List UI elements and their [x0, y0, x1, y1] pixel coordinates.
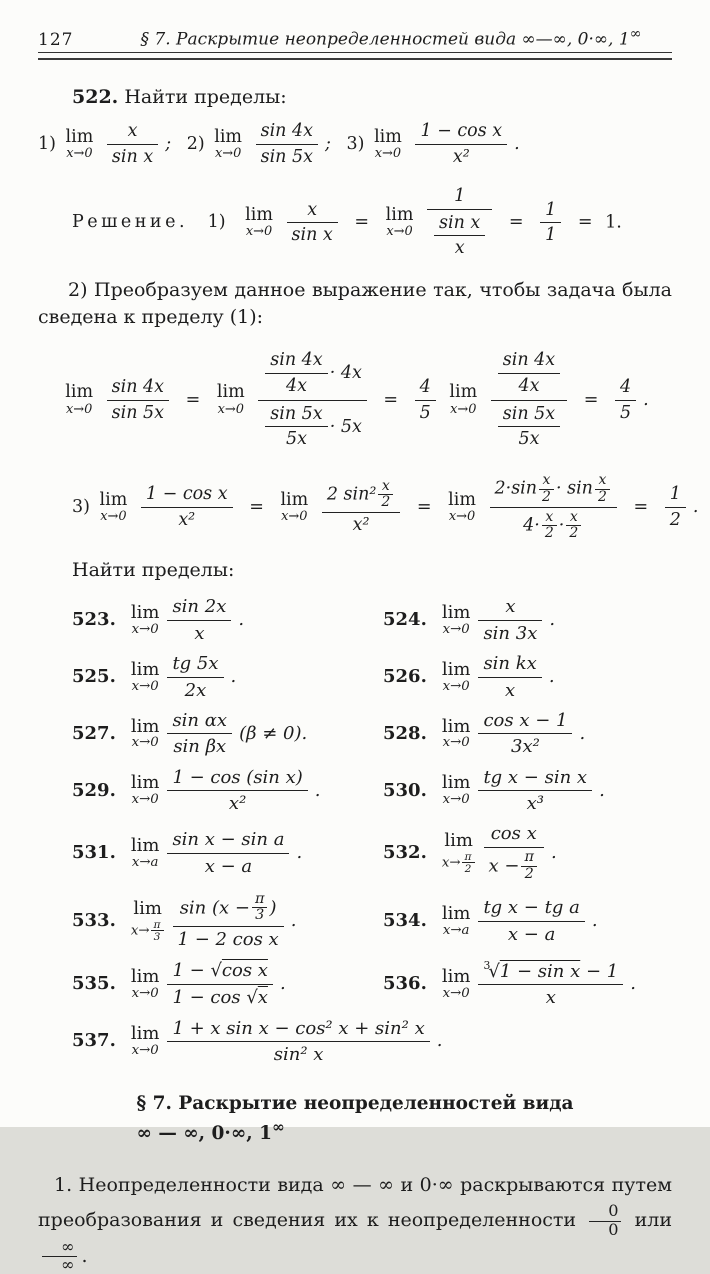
equals-sign: =	[249, 496, 264, 517]
close-paren: )	[269, 896, 277, 918]
mini-fraction: $\frac{\pi}{2}$	[521, 850, 536, 883]
limit-operator: lim x→ $\frac{\pi}{2}$	[441, 829, 473, 876]
problem-number: 537.	[72, 1030, 116, 1052]
equation-2	[38, 348, 672, 452]
problem-534	[355, 896, 672, 946]
section-title-sup: ∞	[272, 1118, 285, 1137]
paragraph-text-or: или	[634, 1208, 672, 1231]
mini-fraction: $\frac{\pi}{3}$	[151, 919, 164, 943]
problem-537	[38, 1017, 672, 1067]
item-2-label: 2)	[186, 134, 205, 154]
punctuation: .	[549, 609, 556, 631]
problems-row	[38, 766, 672, 816]
problem-number: 530.	[383, 779, 427, 801]
inner-fraction: $\frac{\sin 5x}{5x}$	[265, 403, 327, 452]
paragraph-text: 1. Неопределенности вида ∞ — ∞ и 0·∞ раскрываются путем преобразования и сведения их к неопределенности	[38, 1174, 672, 1231]
limit-operator: lim x→0	[214, 126, 243, 161]
fraction: $\frac{\sin 2x}{x}$	[167, 595, 231, 645]
punctuation: .	[279, 973, 286, 995]
fraction: $\frac{tg 5x}{2x}$	[167, 652, 223, 702]
problem-524	[355, 595, 672, 645]
fraction: $\frac{\text{1 − cos x}}{\text{x²}}$	[141, 483, 233, 532]
problem-number: 523.	[72, 609, 116, 631]
limit-operator: lim x→0	[130, 658, 160, 694]
coefficient-fraction: $\frac{4}{5}$	[415, 376, 436, 425]
fraction: $\frac{x}{\text{sin x}}$	[287, 199, 338, 248]
radical-sign: √	[246, 986, 258, 1008]
inner-fraction: $\frac{\sin 4x}{4x}$	[265, 349, 327, 398]
problem-number: 525.	[72, 666, 116, 688]
equals-sign: =	[508, 212, 524, 233]
problem-number: 536.	[383, 973, 427, 995]
section-7-heading	[136, 1092, 573, 1147]
problems-row	[38, 1017, 672, 1067]
equals-sign: =	[583, 389, 599, 410]
fraction: $\frac{\text{1 − √cos x}}{1 - \cos √x}$	[167, 959, 273, 1009]
limit-operator: lim x→0	[280, 489, 309, 524]
problem-528	[355, 709, 672, 759]
limit-operator: lim x→0	[130, 715, 160, 751]
limit-operator: lim x→0	[385, 205, 414, 240]
compound-fraction	[258, 348, 367, 452]
problem-523	[38, 595, 355, 645]
mini-fraction: $\frac{x}{2}$	[539, 473, 554, 505]
problem-number: 522.	[72, 85, 119, 108]
problem-number: 524.	[383, 609, 427, 631]
limit-operator: lim x→0	[65, 382, 94, 417]
solution-line	[38, 185, 672, 261]
problem-522-items	[38, 120, 672, 169]
fraction: $\frac{4}{5}$	[615, 376, 636, 425]
problem-number: 531.	[72, 842, 116, 863]
fraction: $\frac{^3√1 - \sin x - 1}{x}$	[478, 959, 623, 1010]
multiplier: · 5x	[329, 416, 362, 437]
limit-operator: lim x→0	[449, 382, 478, 417]
radical-sign: √	[488, 960, 500, 982]
section-title-line2: ∞ — ∞, 0·∞, 1∞	[136, 1118, 285, 1145]
problems-row	[38, 822, 672, 883]
compound-fraction	[490, 472, 617, 543]
nested-fraction: $\frac{1}{\frac{\text{sin x}}{x}}$	[427, 185, 492, 261]
term: 4·	[523, 515, 540, 536]
fraction: $\frac{\text{cos x − 1}}{\text{3x²}}$	[478, 709, 572, 759]
problem-532	[355, 822, 672, 883]
fraction: $\frac{\text{1 + x sin x − cos² x + sin² x}}{\text{sin² x}}$	[167, 1017, 429, 1067]
punctuation: .	[548, 666, 555, 688]
paragraph-transform: 2) Преобразуем данное выражение так, чтобы задача была сведена к пределу (1):	[38, 279, 672, 328]
fraction: $\frac{\text{tg x − sin x}}{\text{x³}}$	[478, 766, 592, 816]
problem-533	[38, 891, 355, 952]
punctuation: .	[296, 842, 303, 863]
equation-3	[38, 472, 699, 543]
compound-fraction	[491, 348, 567, 452]
equals-sign: =	[354, 212, 370, 233]
solution-label: Решение.	[72, 212, 189, 233]
root-index: 3	[483, 958, 491, 972]
limit-operator: lim x→0	[216, 382, 245, 417]
term: 2 sin²	[326, 484, 377, 505]
problem-531	[38, 828, 355, 878]
problem-number: 533.	[72, 910, 116, 932]
punctuation: .	[230, 666, 237, 688]
header-rule-thick	[38, 58, 672, 60]
open-paren: (	[212, 896, 220, 918]
fraction: $\frac{1}{2}$	[665, 483, 686, 532]
inner-fraction: $\frac{\sin 5x}{5x}$	[498, 403, 560, 452]
section-title-line1: § 7. Раскрытие неопределенностей вида	[136, 1093, 574, 1115]
problem-527	[38, 709, 355, 759]
radical-sign: √	[210, 960, 222, 982]
mini-fraction: $\frac{x}{2}$	[566, 510, 581, 542]
limit-operator: lim x→0	[441, 772, 471, 808]
limit-operator: lim x→0	[130, 1023, 160, 1058]
mini-fraction: $\frac{x}{2}$	[378, 479, 393, 511]
solution-item-label: 1)	[207, 212, 226, 233]
punctuation: .	[692, 496, 699, 517]
fraction: $\frac{\text{sin αx}}{\text{sin βx}}$	[167, 709, 232, 759]
problems-row	[38, 652, 672, 702]
radicand: 1 − sin x	[499, 960, 581, 982]
problem-number: 528.	[383, 722, 427, 744]
solution-result: 1.	[605, 212, 622, 233]
radicand: x	[257, 986, 268, 1008]
fraction: $\frac{\sin 4x}{\sin 5x}$	[256, 120, 318, 169]
punctuation: .	[643, 389, 649, 410]
limit-operator: lim x→0	[245, 205, 273, 240]
limit-operator: lim x→0	[441, 658, 471, 694]
item-3-label: 3)	[346, 134, 365, 154]
limit-operator: lim x→a	[441, 902, 471, 938]
problem-number: 526.	[383, 666, 427, 688]
equals-sign: =	[416, 496, 432, 517]
problems-list	[38, 595, 672, 1066]
problems-row	[38, 959, 672, 1010]
problem-529	[38, 766, 355, 816]
problem-525	[38, 652, 355, 702]
problem-522-heading	[38, 84, 672, 111]
mini-fraction: $\frac{x}{2}$	[542, 510, 557, 542]
equals-sign: =	[185, 389, 201, 410]
limit-operator: lim x→0	[441, 965, 471, 1001]
limit-operator: lim x→0	[448, 489, 476, 524]
fraction: $\frac{x}{\text{sin x}}$	[107, 120, 158, 169]
mini-fraction: $\frac{\pi}{3}$	[252, 892, 267, 925]
limit-operator: lim x→0	[130, 772, 160, 808]
fraction: $\frac{\text{sin x − sin a}}{x - a}$	[167, 828, 289, 878]
problem-535	[38, 959, 355, 1009]
punctuation: .	[290, 910, 297, 932]
problems-row	[38, 709, 672, 759]
fraction: $\frac{1}{1}$	[540, 199, 561, 248]
fraction: $\frac{\text{1 − cos (sin x)}}{\text{x²}}$	[167, 766, 307, 816]
multiplier: · 4x	[329, 362, 362, 383]
compound-fraction: 2 sin² $\frac{x}{2}$ x²	[322, 478, 400, 538]
punctuation: .	[630, 973, 636, 995]
chapter-header-sup: ∞	[629, 26, 642, 42]
problem-number: 527.	[72, 722, 116, 744]
punctuation: .	[238, 609, 245, 631]
problem-number: 534.	[383, 910, 427, 932]
equals-sign: =	[577, 212, 593, 233]
limit-operator: lim x→0	[99, 489, 128, 524]
limit-operator: lim x→0	[130, 965, 160, 1001]
paragraph-indeterminate-forms	[38, 1169, 672, 1274]
punctuation: ;	[165, 134, 172, 154]
equals-sign: =	[383, 389, 399, 410]
fraction: $\frac{\text{1 − cos x}}{\text{x²}}$	[415, 120, 507, 169]
header-rule-thin	[38, 52, 672, 53]
chapter-header	[110, 26, 672, 50]
limit-operator: lim x→ $\frac{\pi}{3}$	[130, 897, 162, 944]
problems-row	[38, 595, 672, 645]
mini-fraction: $\frac{x}{2}$	[595, 473, 610, 505]
term: · sin	[555, 478, 593, 499]
punctuation: .	[314, 779, 321, 801]
punctuation: .	[591, 910, 598, 932]
problem-536	[355, 959, 672, 1010]
problem-530	[355, 766, 672, 816]
term: 2·sin	[494, 478, 538, 499]
fraction: sin (x − $\frac{\pi}{3}$ ) 1 − 2 cos x	[173, 891, 284, 952]
chapter-header-text: § 7. Раскрытие неопределенностей вида ∞—∞, 0·∞, 1	[140, 29, 630, 50]
equals-sign: =	[633, 496, 649, 517]
limit-operator: lim x→a	[130, 834, 160, 870]
problem-526	[355, 652, 672, 702]
punctuation: .	[436, 1030, 443, 1052]
fraction: $\frac{\text{sin kx}}{x}$	[478, 652, 541, 702]
limit-operator: lim x→0	[374, 126, 402, 161]
page-number: 127	[38, 29, 74, 50]
limit-operator: lim x→0	[441, 715, 471, 751]
fraction: $\frac{x}{\sin 3x}$	[478, 595, 542, 645]
radicand: cos x	[221, 960, 268, 982]
fraction: cos x x − $\frac{\pi}{2}$	[484, 822, 544, 883]
inner-fraction: $\frac{\text{sin x}}{x}$	[434, 212, 485, 261]
limit-operator: lim x→0	[65, 126, 94, 161]
problem-number: 532.	[383, 842, 427, 864]
punctuation: .	[81, 1244, 88, 1267]
problem-number: 529.	[72, 779, 116, 801]
problem-number: 535.	[72, 973, 116, 995]
mini-fraction: $\frac{\pi}{2}$	[462, 851, 475, 875]
inner-fraction: $\frac{\sin 4x}{4x}$	[498, 349, 560, 398]
punctuation: ;	[325, 134, 331, 154]
term: ·	[558, 515, 565, 536]
fraction-inf-over-inf: $\frac{\infty}{\infty}$	[42, 1239, 77, 1274]
problem-522-title: Найти пределы:	[124, 85, 287, 108]
running-head	[38, 26, 672, 50]
fraction: $\frac{\sin 4x}{\sin 5x}$	[107, 376, 169, 425]
find-limits-heading: Найти пределы:	[72, 558, 235, 581]
punctuation: .	[550, 842, 557, 864]
problems-row	[38, 891, 672, 952]
fraction-zero-over-zero: $\frac{0}{0}$	[589, 1203, 621, 1239]
item-1-label: 1)	[38, 134, 56, 154]
punctuation: .	[514, 134, 520, 154]
limit-operator: lim x→0	[130, 602, 160, 637]
fraction: $\frac{\text{tg x − tg a}}{x - a}$	[478, 896, 584, 946]
punctuation: .	[579, 722, 586, 744]
item-3-label: 3)	[72, 496, 90, 517]
condition: (β ≠ 0).	[239, 722, 308, 744]
limit-operator: lim x→0	[441, 602, 471, 637]
punctuation: .	[599, 779, 605, 801]
